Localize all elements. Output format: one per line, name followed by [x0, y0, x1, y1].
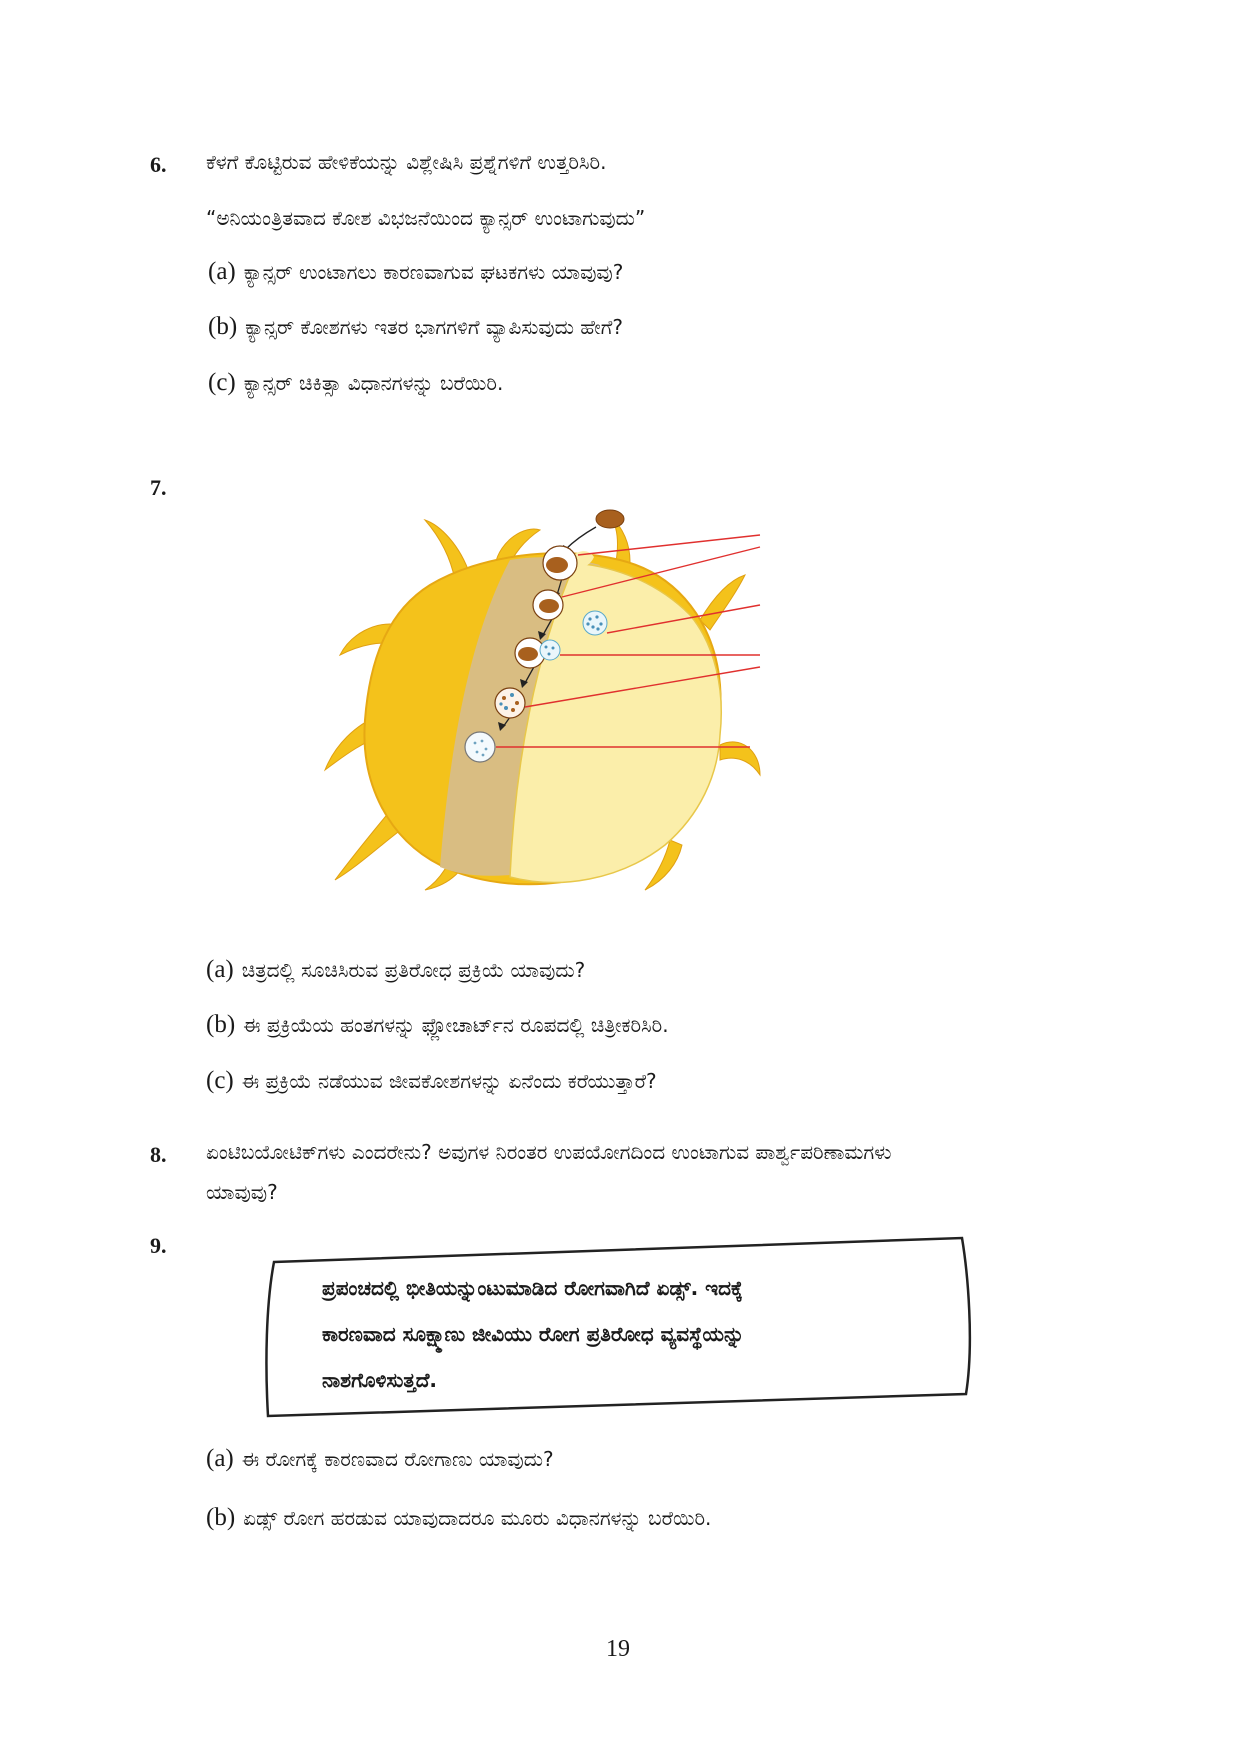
part-text: ಈ ಪ್ರಕ್ರಿಯೆಯ ಹಂತಗಳನ್ನು ಫ್ಲೋಚಾರ್ಟ್‌ನ ರೂಪದಲ್ಲಿ ಚಿತ್ರೀಕರಿಸಿರಿ. — [243, 1013, 669, 1037]
part-label: (b) — [208, 313, 238, 340]
phagolysosome — [495, 688, 525, 718]
question-7-part-b — [206, 1011, 669, 1039]
question-6-number: 6. — [150, 152, 167, 177]
question-9-number: 9. — [150, 1233, 167, 1258]
page-number: 19 — [606, 1636, 630, 1662]
question-8-line-1: ಏಂಟಿಬಯೋಟಿಕ್‌ಗಳು ಎಂದರೇನು? ಅವುಗಳ ನಿರಂತರ ಉಪಯೋಗದಿಂದ ಉಂಟಾಗುವ ಪಾರ್ಶ್ವಪರಿಣಾಮಗಳು — [206, 1140, 892, 1164]
residual-body — [465, 732, 495, 762]
part-text: ಕ್ಯಾನ್ಸರ್ ಕೋಶಗಳು ಇತರ ಭಾಗಗಳಿಗೆ ವ್ಯಾಪಿಸುವುದು ಹೇಗೆ? — [245, 315, 623, 339]
bacterium-engulfed — [539, 599, 559, 613]
part-label: (c) — [206, 1067, 234, 1094]
bacterium — [596, 510, 624, 528]
part-label: (a) — [206, 956, 234, 983]
question-6-part-b — [208, 313, 623, 341]
question-6-part-c — [208, 369, 503, 397]
question-9-part-b — [206, 1504, 711, 1532]
part-text: ಕ್ಯಾನ್ಸರ್ ಚಿಕಿತ್ಸಾ ವಿಧಾನಗಳನ್ನು ಬರೆಯಿರಿ. — [243, 371, 504, 395]
callout-line-2: ಕಾರಣವಾದ ಸೂಕ್ಷ್ಮಾಣು ಜೀವಿಯು ರೋಗ ಪ್ರತಿರೋಧ ವ್ಯವಸ್ಥೆಯನ್ನು — [322, 1322, 745, 1346]
callout-line-3: ನಾಶಗೊಳಿಸುತ್ತದೆ. — [322, 1368, 438, 1392]
callout-text — [322, 1265, 952, 1403]
question-8-number: 8. — [150, 1142, 167, 1167]
part-label: (a) — [206, 1445, 234, 1472]
part-text: ಈ ಪ್ರಕ್ರಿಯೆ ನಡೆಯುವ ಜೀವಕೋಶಗಳನ್ನು ಏನೆಂದು ಕರೆಯುತ್ತಾರೆ? — [241, 1069, 657, 1093]
part-text: ಈ ರೋಗಕ್ಕೆ ಕಾರಣವಾದ ರೋಗಾಣು ಯಾವುದು? — [241, 1447, 554, 1471]
part-text: ಏಡ್ಸ್ ರೋಗ ಹರಡುವ ಯಾವುದಾದರೂ ಮೂರು ವಿಧಾನಗಳನ್ನು ಬರೆಯಿರಿ. — [243, 1506, 712, 1530]
callout-line-1: ಪ್ರಪಂಚದಲ್ಲಿ ಭೀತಿಯನ್ನುಂಟುಮಾಡಿದ ರೋಗವಾಗಿದೆ ಏಡ್ಸ್. ಇದಕ್ಕೆ — [322, 1276, 743, 1300]
part-label: (b) — [206, 1504, 236, 1531]
question-6-part-a — [208, 258, 623, 286]
part-label: (a) — [208, 258, 236, 285]
lysosome — [583, 611, 607, 635]
part-label: (b) — [206, 1011, 236, 1038]
phagocytosis-diagram — [320, 505, 780, 895]
question-7-part-a — [206, 956, 585, 984]
part-label: (c) — [208, 369, 236, 396]
question-9-part-a — [206, 1445, 554, 1473]
bacterium-engulfed — [518, 647, 538, 661]
question-6-statement: “ಅನಿಯಂತ್ರಿತವಾದ ಕೋಶ ವಿಭಜನೆಯಿಂದ ಕ್ಯಾನ್ಸರ್ ಉಂಟಾಗುವುದು” — [206, 206, 646, 230]
part-text: ಕ್ಯಾನ್ಸರ್ ಉಂಟಾಗಲು ಕಾರಣವಾಗುವ ಘಟಕಗಳು ಯಾವುವು? — [243, 260, 624, 284]
arrow — [566, 527, 596, 549]
question-7-part-c — [206, 1067, 657, 1095]
part-text: ಚಿತ್ರದಲ್ಲಿ ಸೂಚಿಸಿರುವ ಪ್ರತಿರೋಧ ಪ್ರಕ್ರಿಯೆ ಯಾವುದು? — [241, 958, 586, 982]
lysosome-fusing — [540, 640, 560, 660]
question-6-instruction: ಕೆಳಗೆ ಕೊಟ್ಟಿರುವ ಹೇಳಿಕೆಯನ್ನು ವಿಶ್ಲೇಷಿಸಿ ಪ್ರಶ್ನೆಗಳಿಗೆ ಉತ್ತರಿಸಿರಿ. — [206, 150, 607, 174]
question-8-line-2: ಯಾವುವು? — [206, 1180, 278, 1204]
question-7-number: 7. — [150, 475, 167, 500]
bacterium-engulfed — [546, 557, 568, 573]
